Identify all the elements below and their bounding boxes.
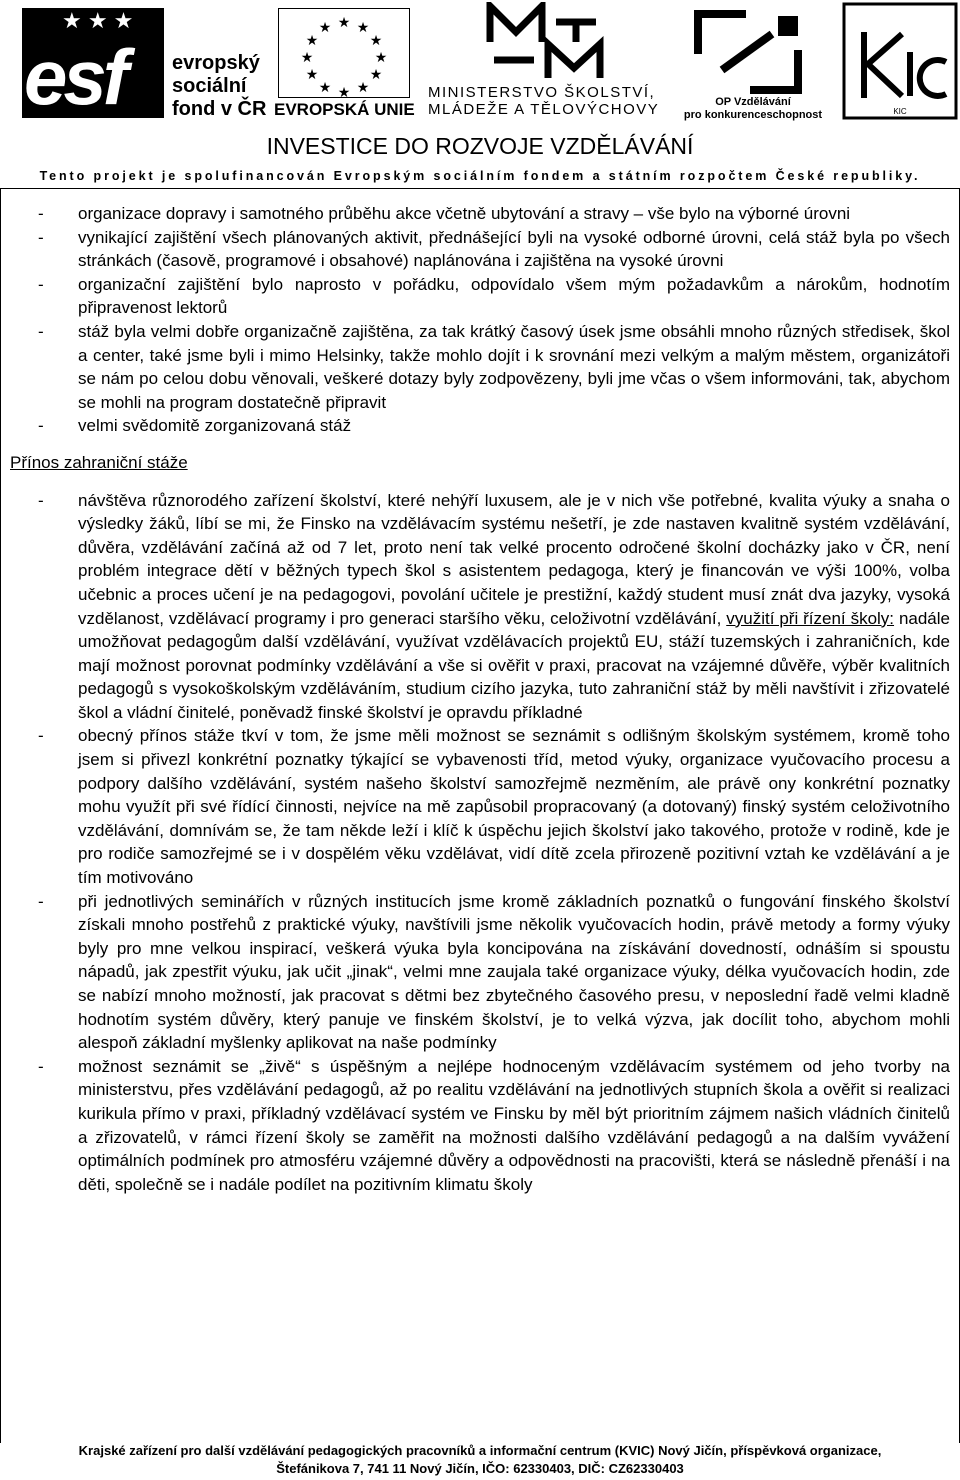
eu-flag-icon bbox=[278, 8, 410, 98]
esf-logo-text bbox=[172, 52, 266, 121]
op-logo-text bbox=[678, 96, 828, 122]
list-item: - organizační zajištění bylo naprosto v pořádku, odpovídalo všem mým požadavkům a nárokům, hodnotím připravenost lektorů bbox=[38, 274, 950, 318]
svg-text:★: ★ bbox=[369, 33, 383, 49]
op-logo bbox=[678, 6, 838, 120]
svg-text:★: ★ bbox=[369, 67, 383, 83]
msmt-line-2: MLÁDEŽE A TĚLOVÝCHOVY bbox=[428, 101, 660, 118]
svg-text:★: ★ bbox=[356, 20, 370, 36]
esf-logo-block bbox=[22, 8, 164, 121]
footer bbox=[0, 1442, 960, 1480]
esf-line-1: evropský bbox=[172, 52, 260, 74]
svg-text:★: ★ bbox=[337, 15, 351, 31]
list-item: - při jednotlivých seminářích v různých institucích jsme kromě základních poznatků o fungování finského školství získali mnoho postřehů z praktické výuky, navštívili jsme několik vyučovacích hodin, právě metody a formy výuky byly pro mne velkou inspirací, veškerá výuka byla koncipována na získávání dovedností, odnáším si spoustu nápadů, jak zpestřit výuku, jak učit „jinak“, velmi mne zaujala také organizace výuky, délka vyučovacích hodin, zde se nabízí mnoho možností, jak pracovat s dětmi bez zbytečného časového presu, v neposlední řadě velmi kladně hodnotím systém důvěry, který panuje ve finském školství, je to velká výzva, jak docílit toho, abychom mohli alespoň základní myšlenky aplikovat na naše podmínky bbox=[38, 891, 950, 1053]
op-line-1: OP Vzdělávání bbox=[715, 96, 791, 108]
section-title: Přínos zahraniční stáže bbox=[10, 452, 188, 472]
svg-text:★: ★ bbox=[374, 50, 388, 66]
svg-text:★: ★ bbox=[300, 50, 314, 66]
underlined-phrase: využití při řízení školy: bbox=[726, 608, 895, 628]
list-item: - návštěva různorodého zařízení školství, které nehýří luxusem, ale je v nich vše potřebné, kvalita výuky a snaha o výsledky žáků, líbí se mi, že Finsko na vzdělávacím systému nešetří, je zde nastaven kvalitně systém vzdělávání, důvěra, vzdělávání začíná až od 7 let, proto není tak velké procento odročené školní docházky jako v ČR, není problém integrace dětí v běžných typech škol s asistentem pedagoga, který je financován ve výši 100%, volba učebnic a proces učení je na pedagogovi, povolání učitele je prestižní, každý student musí znát dva jazyky, vysoká vzdělanost, vzdělávací programy i pro generaci staršího věku, celoživotní vzdělávání, využití při řízení školy: nadále umožňovat pedagogům další vzdělávání, využívat vzdělávacích projektů EU, stáží tuzemských i zahraničních, kde mají možnost porovnat podmínky vzdělávání a vše si ověřit v praxi, pracovat na vzájemné důvěře, výběr kvalitních pedagogů s vysokoškolským vzděláváním, studium cizího jazyka, tuto zahraniční stáž by měli navštívit i zřizovatelé škol a vládní činitelé, poněvadž finské školství je opravdu příkladné bbox=[38, 490, 950, 722]
svg-text:★: ★ bbox=[305, 67, 319, 83]
svg-text:★: ★ bbox=[337, 85, 351, 98]
logo-bar bbox=[0, 0, 960, 130]
msmt-line-1: MINISTERSTVO ŠKOLSTVÍ, bbox=[428, 84, 656, 101]
op-frame-icon bbox=[692, 10, 804, 94]
header bbox=[0, 0, 960, 190]
eu-logo bbox=[272, 8, 422, 120]
list-item: - vynikající zajištění všech plánovaných aktivit, přednášející byli na vysoké odborné úrovni, celá stáž byla po všech stránkách (časově, programové i obsahové) naplánována i zajištěna na vysoké úrovni bbox=[38, 227, 950, 271]
esf-letters: esf bbox=[24, 33, 125, 121]
kic-name: KIC bbox=[893, 107, 907, 116]
op-year: 2007-13 bbox=[792, 53, 801, 83]
list-item: - organizace dopravy i samotného průběhu akce včetně ubytování a stravy – vše bylo na výborné úrovni bbox=[38, 204, 851, 223]
svg-text:★: ★ bbox=[305, 33, 319, 49]
esf-logo bbox=[22, 8, 272, 121]
investice-title: INVESTICE DO ROZVOJE VZDĚLÁVÁNÍ bbox=[266, 133, 694, 159]
list-item: - stáž byla velmi dobře organizačně zajištěna, za tak krátký časový úsek jsme obsáhli mnoho různých středisek, škol a center, také jsme byli i mimo Helsinky, takže mohlo dojít i k srovnání mezi velkým a malým městem, organizátoři se nám po celou dobu věnovali, veškeré dotazy byly zodpovězeny, byli jme včas o všem informováni, tak, abychom se mohli na program dostatečně připravit bbox=[38, 321, 950, 412]
esf-line-3: fond v ČR bbox=[172, 98, 267, 120]
footer-line-1: Krajské zařízení pro další vzdělávání pedagogických pracovníků a informační centrum (KVIC) Nový Jičín, příspěvková organizace, bbox=[78, 1443, 882, 1458]
list-item: - možnost seznámit se „živě“ s úspěšným a nejlépe hodnoceným vzdělávacím systémem od jeho tvorby na ministerstvu, přes vzdělávání pedagogů, až po realitu vzdělávání na jednotlivých stupních škola a ověřit si realizaci kurikula přímo v praxi, příkladný vzdělávací systém ve Finsku by měl být prioritním zájmem našich vládních činitelů a zřizovatelů, v rámci řízení školy se zaměřit na možnosti dalšího vzdělávání pedagogů a na dalším vyvážení optimálních podmínek pro atmosféru vzájemné důvěry a odpovědnosti na pracovišti, která se následně přenáší i na děti, společně se i nadále podílet na pozitivním klimatu školy bbox=[38, 1056, 950, 1194]
organization-list bbox=[10, 202, 950, 438]
benefits-list bbox=[10, 489, 950, 1197]
document-body bbox=[10, 202, 950, 1196]
esf-stars-icon: ★ ★ ★ bbox=[62, 8, 134, 33]
svg-text:★: ★ bbox=[318, 80, 332, 96]
op-line-2: pro konkurenceschopnost bbox=[683, 109, 823, 121]
list-item: - obecný přínos stáže tkví v tom, že jsme měli možnost se seznámit s odlišným školským systémem, kromě toho jsem si přivezl konkrétní poznatky týkající se vybavenosti tříd, metod výuky, organizace vyučovacího procesu a podpory dalšího vzdělávání, systém našeho školství samozřejmě nezměním, ale právě ony konkrétní poznatky mohu využít při své řídící činnosti, nejvíce na mě zapůsobil propracovaný (a dotovaný) finský systém celoživotního vzdělávání, domnívám se, že tam někde leží i klíč k úspěchu jejich školství jako takového, protože v rodině, kde je pro rodiče samozřejmé se i v dospělém věku vzdělávat, vidí dítě zcela přirozeně pozitivní vztah ke vzdělávání a je tím motivováno bbox=[38, 726, 950, 888]
svg-text:★: ★ bbox=[318, 20, 332, 36]
svg-text:★: ★ bbox=[356, 80, 370, 96]
footer-line-2: Štefánikova 7, 741 11 Nový Jičín, IČO: 62330403, DIČ: CZ62330403 bbox=[276, 1461, 684, 1476]
list-item: - velmi svědomitě zorganizovaná stáž bbox=[38, 416, 352, 436]
esf-line-2: sociální bbox=[172, 75, 247, 97]
msmt-logo bbox=[428, 2, 678, 120]
msmt-mark-icon bbox=[486, 2, 606, 82]
project-tagline: Tento projekt je spolufinancován Evropským sociálním fondem a státním rozpočtem České republiky. bbox=[39, 169, 921, 183]
kic-logo bbox=[842, 2, 958, 120]
eu-label: EVROPSKÁ UNIE bbox=[274, 100, 415, 119]
msmt-logo-text bbox=[428, 84, 659, 118]
